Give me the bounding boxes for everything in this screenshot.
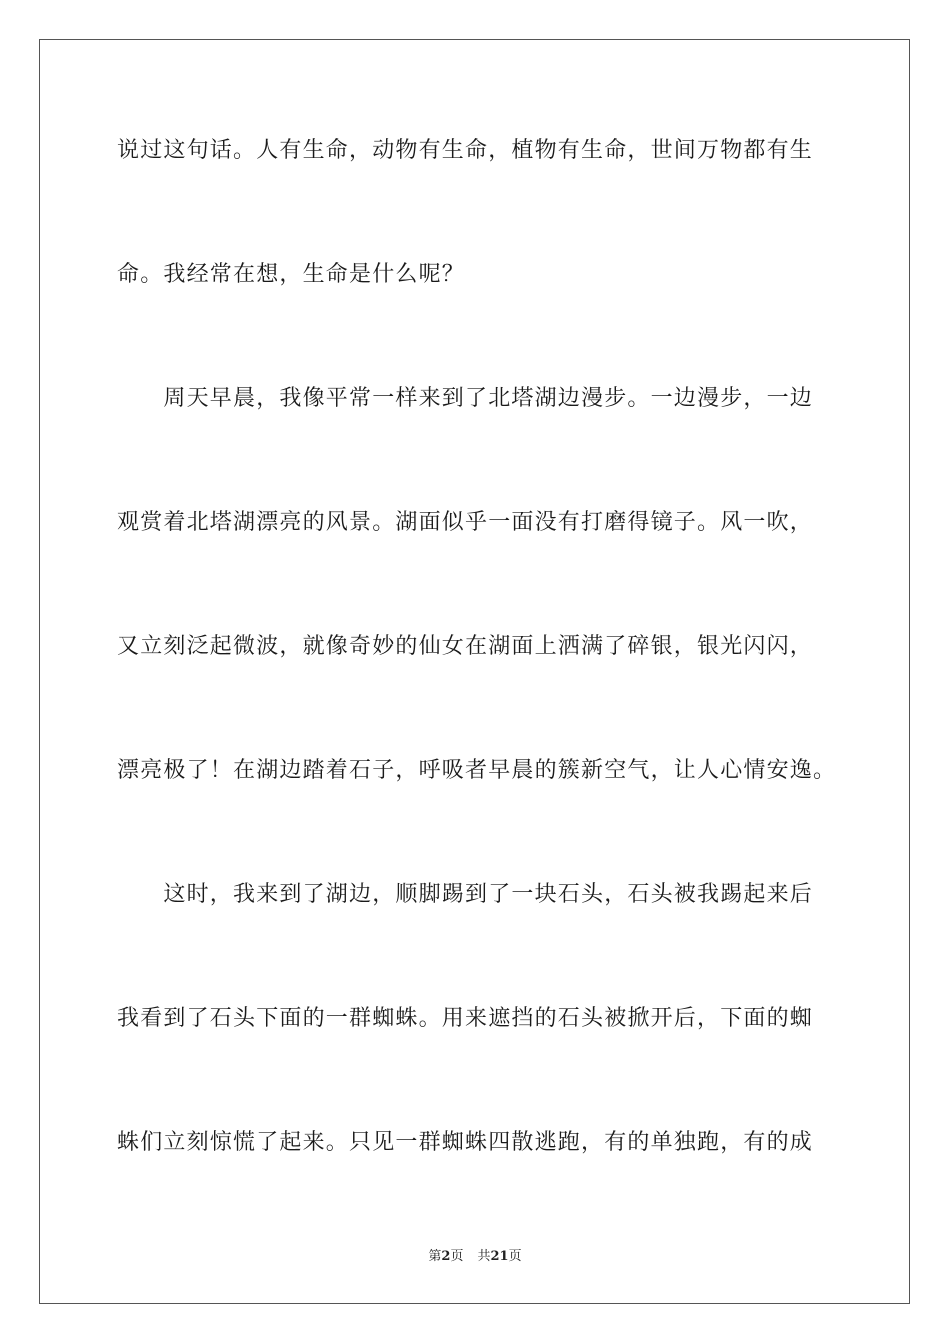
- body-line-9: 蛛们立刻惊慌了起来。只见一群蜘蛛四散逃跑，有的单独跑，有的成: [117, 1130, 814, 1155]
- body-line-8: 我看到了石头下面的一群蜘蛛。用来遮挡的石头被掀开后，下面的蜘: [117, 1006, 814, 1031]
- body-line-1: 说过这句话。人有生命，动物有生命，植物有生命，世间万物都有生: [117, 138, 814, 163]
- body-line-6: 漂亮极了！在湖边踏着石子，呼吸者早晨的簇新空气，让人心情安逸。: [117, 758, 837, 783]
- page-border: [39, 39, 910, 1304]
- body-line-3: 周天早晨，我像平常一样来到了北塔湖边漫步。一边漫步，一边: [117, 386, 814, 411]
- page-suffix: 页: [450, 1249, 464, 1264]
- body-line-7: 这时，我来到了湖边，顺脚踢到了一块石头，石头被我踢起来后: [117, 882, 814, 907]
- body-line-5: 又立刻泛起微波，就像奇妙的仙女在湖面上洒满了碎银，银光闪闪，: [117, 634, 814, 659]
- body-line-4: 观赏着北塔湖漂亮的风景。湖面似乎一面没有打磨得镜子。风一吹，: [117, 510, 814, 535]
- total-suffix: 页: [508, 1249, 522, 1264]
- total-prefix: 共: [477, 1249, 491, 1264]
- body-line-2: 命。我经常在想，生命是什么呢？: [117, 262, 466, 287]
- page-footer: [0, 1248, 950, 1266]
- page-number: 2: [441, 1249, 451, 1264]
- total-pages: 21: [490, 1249, 509, 1264]
- page-prefix: 第: [428, 1249, 442, 1264]
